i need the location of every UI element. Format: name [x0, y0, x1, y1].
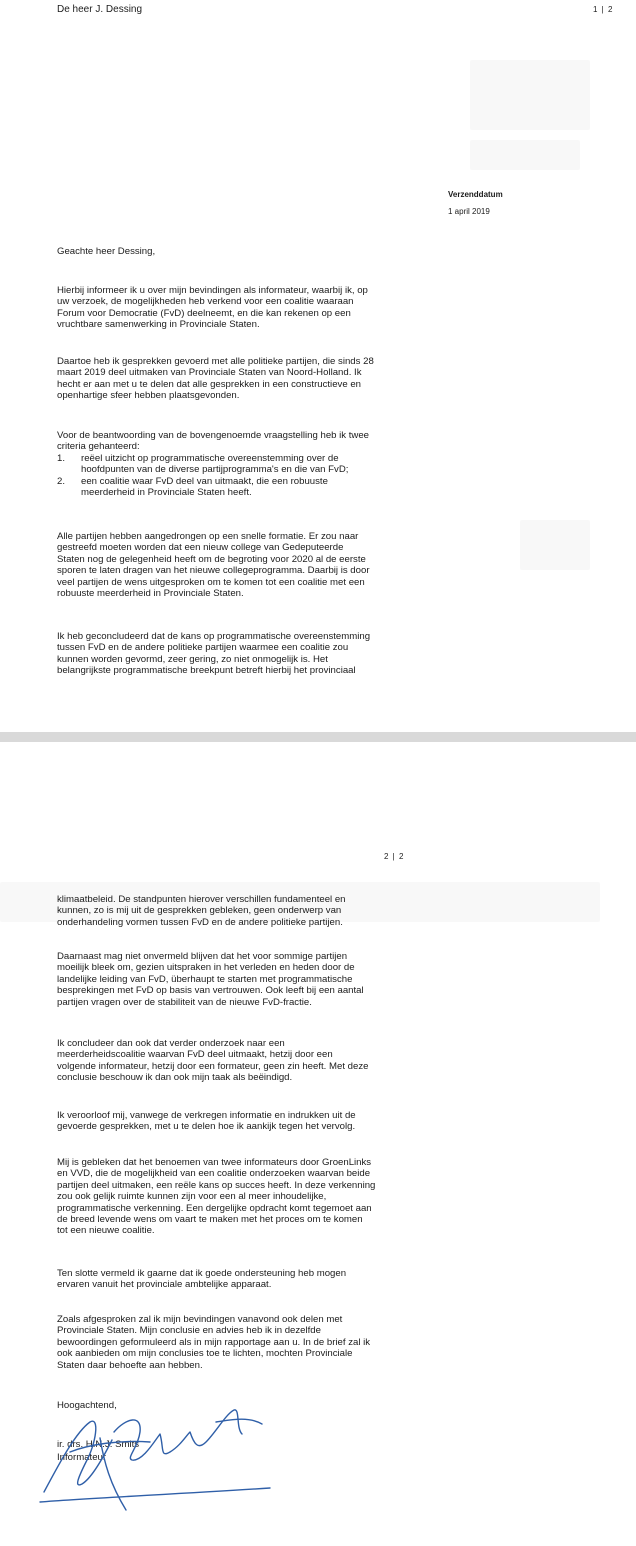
text-line: Ten slotte vermeld ik gaarne dat ik goede ondersteuning heb mogen [57, 1268, 347, 1279]
text-line: programmatische verkenning. Een dergelijke opdracht komt tegemoet aan [57, 1202, 372, 1214]
signature-stroke [70, 1441, 150, 1452]
paragraph [57, 1268, 423, 1291]
list-item [57, 453, 423, 476]
criteria-list [57, 453, 423, 499]
text-line: Daartoe heb ik gesprekken gevoerd met alle politieke partijen, die sinds 28 [57, 356, 374, 367]
text-line: Hierbij informeer ik u over mijn bevindingen als informateur, waarbij ik, op [57, 285, 368, 296]
text-line: Ik concludeer dan ook dat verder onderzoek naar een [57, 1038, 285, 1049]
text-line: Voor de beantwoording van de bovengenoemde vraagstelling heb ik twee [57, 430, 370, 441]
paragraph [57, 951, 423, 1008]
text-line: gevoerde gesprekken, met u te delen hoe ik aankijk tegen het vervolg. [57, 1121, 356, 1133]
text-line: tot een nieuwe coalitie. [57, 1225, 155, 1237]
text-line: partijen vragen over de stabiliteit van de nieuwe FvD-fractie. [57, 996, 312, 1008]
text-line: Daarnaast mag niet onvermeld blijven dat het voor sommige partijen [57, 951, 348, 962]
text-line: Mij is gebleken dat het benoemen van twee informateurs door GroenLinks [57, 1157, 372, 1168]
text-line: gestreefd moeten worden dat een nieuw college van Gedeputeerde [57, 542, 344, 554]
text-line: Forum voor Democratie (FvD) deelneemt, en die kan rekenen op een [57, 307, 351, 319]
text-line: tussen FvD en de andere politieke partijen waarmee een coalitie zou [57, 642, 349, 654]
addressee: De heer J. Dessing [57, 4, 143, 15]
text-line: Ik veroorloof mij, vanwege de verkregen informatie en indrukken uit de [57, 1110, 356, 1121]
text-line: openhartige sfeer hebben plaatsgevonden. [57, 390, 240, 402]
text-line: meerderheidscoalitie waarvan FvD deel uitmaakt, hetzij door een [57, 1049, 333, 1061]
text-line: vruchtbare samenwerking in Provinciale Staten. [57, 319, 260, 331]
show-through-mark [520, 520, 590, 570]
paragraph [57, 894, 423, 928]
handwritten-signature [30, 1392, 280, 1512]
text-line: robuuste meerderheid in Provinciale Staten. [57, 588, 244, 600]
text-line: ervaren vanuit het provinciale ambtelijke apparaat. [57, 1279, 272, 1291]
text-line: veel partijen de wens uitgesproken om te komen tot een coalitie met een [57, 576, 365, 588]
text-line: Staten nog de gelegenheid heeft om de begroting voor 2020 al de eerste [57, 553, 366, 565]
list-item [57, 476, 423, 499]
signature-stroke [114, 1410, 242, 1460]
text-line: partijen deel uitmaken, een reële kans op succes heeft. In deze verkenning [57, 1179, 376, 1191]
text-line: uw verzoek, de mogelijkheden heb verkend voor een coalitie waaraan [57, 296, 354, 308]
salutation: Geachte heer Dessing, [57, 246, 156, 257]
text-line: zou ook gelijk ruimte kunnen zijn voor een al meer inhoudelijke, [57, 1191, 327, 1203]
text-line: volgende informateur, hetzij door een formateur, geen zin heeft. Met deze [57, 1060, 369, 1072]
page-number: 1 | 2 [593, 5, 614, 14]
text-line: kunnen worden gevormd, zeer gering, zo niet onmogelijk is. Het [57, 653, 328, 665]
text-line: meerderheid in Provinciale Staten heeft. [81, 487, 252, 499]
letter-page-2 [0, 742, 636, 1546]
paragraph [57, 285, 423, 331]
list-number: 2. [57, 475, 66, 487]
text-line: hoofdpunten van de diverse partijprogramma's en die van FvD; [81, 464, 349, 476]
date-label: Verzenddatum [448, 190, 503, 199]
text-line: hecht er aan met u te delen dat alle gesprekken in een constructieve en [57, 378, 361, 390]
text-line: en VVD, die de mogelijkheid van een coalitie onderzoeken waarvan beide [57, 1168, 371, 1180]
text-line: besprekingen met FvD op basis van vertrouwen. Ook leeft bij een aantal [57, 985, 364, 997]
text-line: kunnen, zo is mij uit de gesprekken gebleken, geen onderwerp van [57, 905, 342, 917]
list-number: 1. [57, 452, 66, 464]
text-line: Zoals afgesproken zal ik mijn bevindingen vanavond ook delen met [57, 1314, 343, 1325]
text-line: Alle partijen hebben aangedrongen op een snelle formatie. Er zou naar [57, 531, 359, 542]
text-line: belangrijkste programmatische breekpunt betreft hierbij het provinciaal [57, 665, 356, 677]
paragraph [57, 631, 423, 677]
paragraph [57, 1314, 423, 1371]
text-line: maart 2019 deel uitmaken van Provinciale Staten van Noord-Holland. Ik [57, 367, 362, 379]
text-line: klimaatbeleid. De standpunten hierover verschillen fundamenteel en [57, 894, 346, 905]
date-value: 1 april 2019 [448, 207, 490, 216]
show-through-mark [470, 140, 580, 170]
text-line: een coalitie waar FvD deel van uitmaakt, die een robuuste [81, 475, 328, 487]
paragraph [57, 430, 423, 498]
paragraph [57, 1157, 423, 1237]
text-line: sporen te laten dragen van het nieuwe collegeprogramma. Daarbij is door [57, 565, 370, 577]
signature-stroke [100, 1438, 126, 1510]
page-number: 2 | 2 [384, 852, 405, 861]
text-line: Staten daar behoefte aan hebben. [57, 1359, 203, 1371]
text-line: onderhandeling vormen tussen FvD en de andere politieke partijen. [57, 916, 343, 928]
paragraph [57, 356, 423, 402]
show-through-mark [470, 60, 590, 130]
signature-stroke [40, 1488, 270, 1502]
text-line: landelijke leiding van FvD, überhaupt te starten met programmatische [57, 973, 353, 985]
paragraph [57, 531, 423, 599]
closing: Hoogachtend, [57, 1400, 117, 1411]
text-line: conclusie beschouw ik dan ook mijn taak als beëindigd. [57, 1072, 293, 1084]
text-line: criteria gehanteerd: [57, 441, 140, 453]
text-line: Provinciale Staten. Mijn conclusie en advies heb ik in dezelfde [57, 1325, 321, 1337]
letter-page-1 [0, 0, 636, 732]
text-line: moeilijk bleek om, gezien uitspraken in het verleden en heden door de [57, 962, 355, 974]
text-line: de breed levende wens om vaart te maken met het proces om te komen [57, 1214, 363, 1226]
signatory-name: ir. drs. H.N.J. Smits [57, 1439, 140, 1450]
paragraph [57, 1110, 423, 1133]
page-separator [0, 732, 636, 742]
text-line: bewoordingen geformuleerd als in mijn rapportage aan u. In de brief zal ik [57, 1336, 371, 1348]
text-line: ook aanbieden om mijn conclusies toe te lichten, mochten Provinciale [57, 1348, 353, 1360]
text-line: reëel uitzicht op programmatische overeenstemming over de [81, 452, 339, 464]
text-line: Ik heb geconcludeerd dat de kans op programmatische overeenstemming [57, 631, 371, 642]
signature-stroke [44, 1421, 112, 1492]
signatory-role: Informateur [57, 1452, 107, 1463]
paragraph [57, 1038, 423, 1084]
